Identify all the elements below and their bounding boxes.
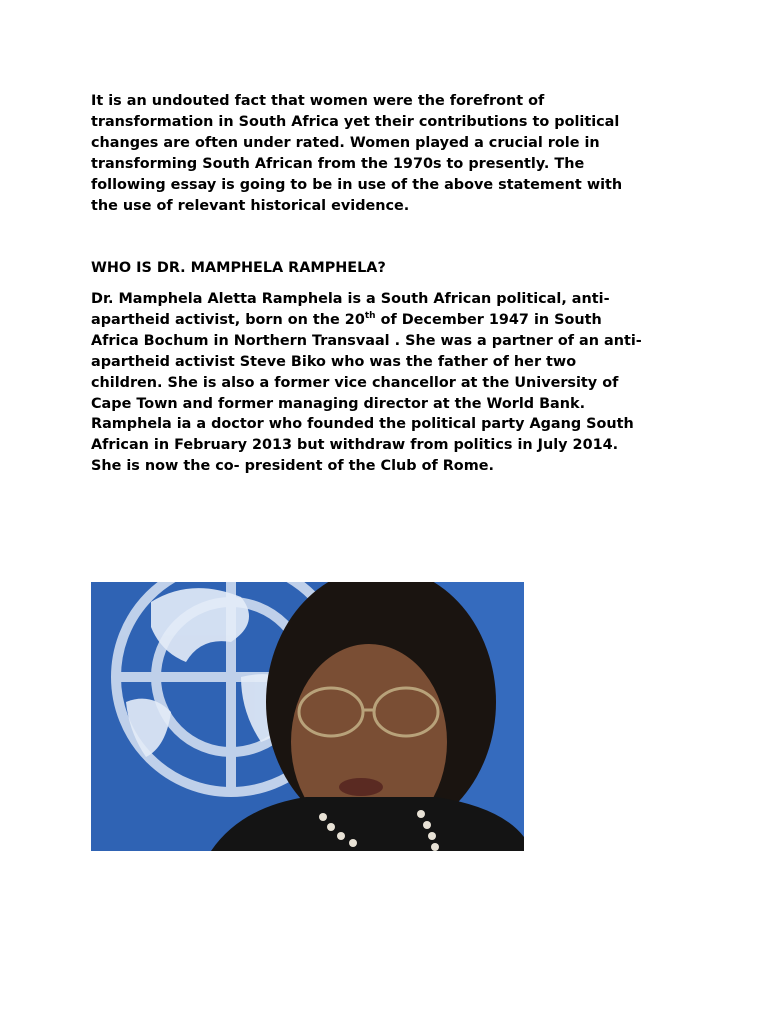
- biography-paragraph: [91, 289, 681, 477]
- bio-text-part1: Dr. Mamphela Aletta Ramphela is a South African political, anti- apartheid activist, born on the 20: [91, 291, 610, 328]
- bio-text-part2: of December 1947 in South Africa Bochum in Northern Transvaal . She was a partner of an anti- apartheid activist Steve Biko who was the father of her two children. She is also a former vice chancellor at the University of Cape Town and former managing director at the World Bank. Ramphela ia a doctor who founded the political party Agang South African in February 2013 but withdraw from politics in July 2014. She is now the co- president of the Club of Rome.: [91, 311, 642, 475]
- intro-paragraph: It is an undouted fact that women were the forefront of transformation in South Africa yet their contributions to political changes are often under rated. Women played a crucial role in transforming South African from the 1970s to presently. The following essay is going to be in use of the above statement with the use of relevant historical evidence.: [91, 93, 623, 214]
- section-heading: WHO IS DR. MAMPHELA RAMPHELA?: [91, 260, 386, 276]
- portrait-photo: [91, 582, 524, 851]
- ordinal-superscript: th: [364, 311, 376, 322]
